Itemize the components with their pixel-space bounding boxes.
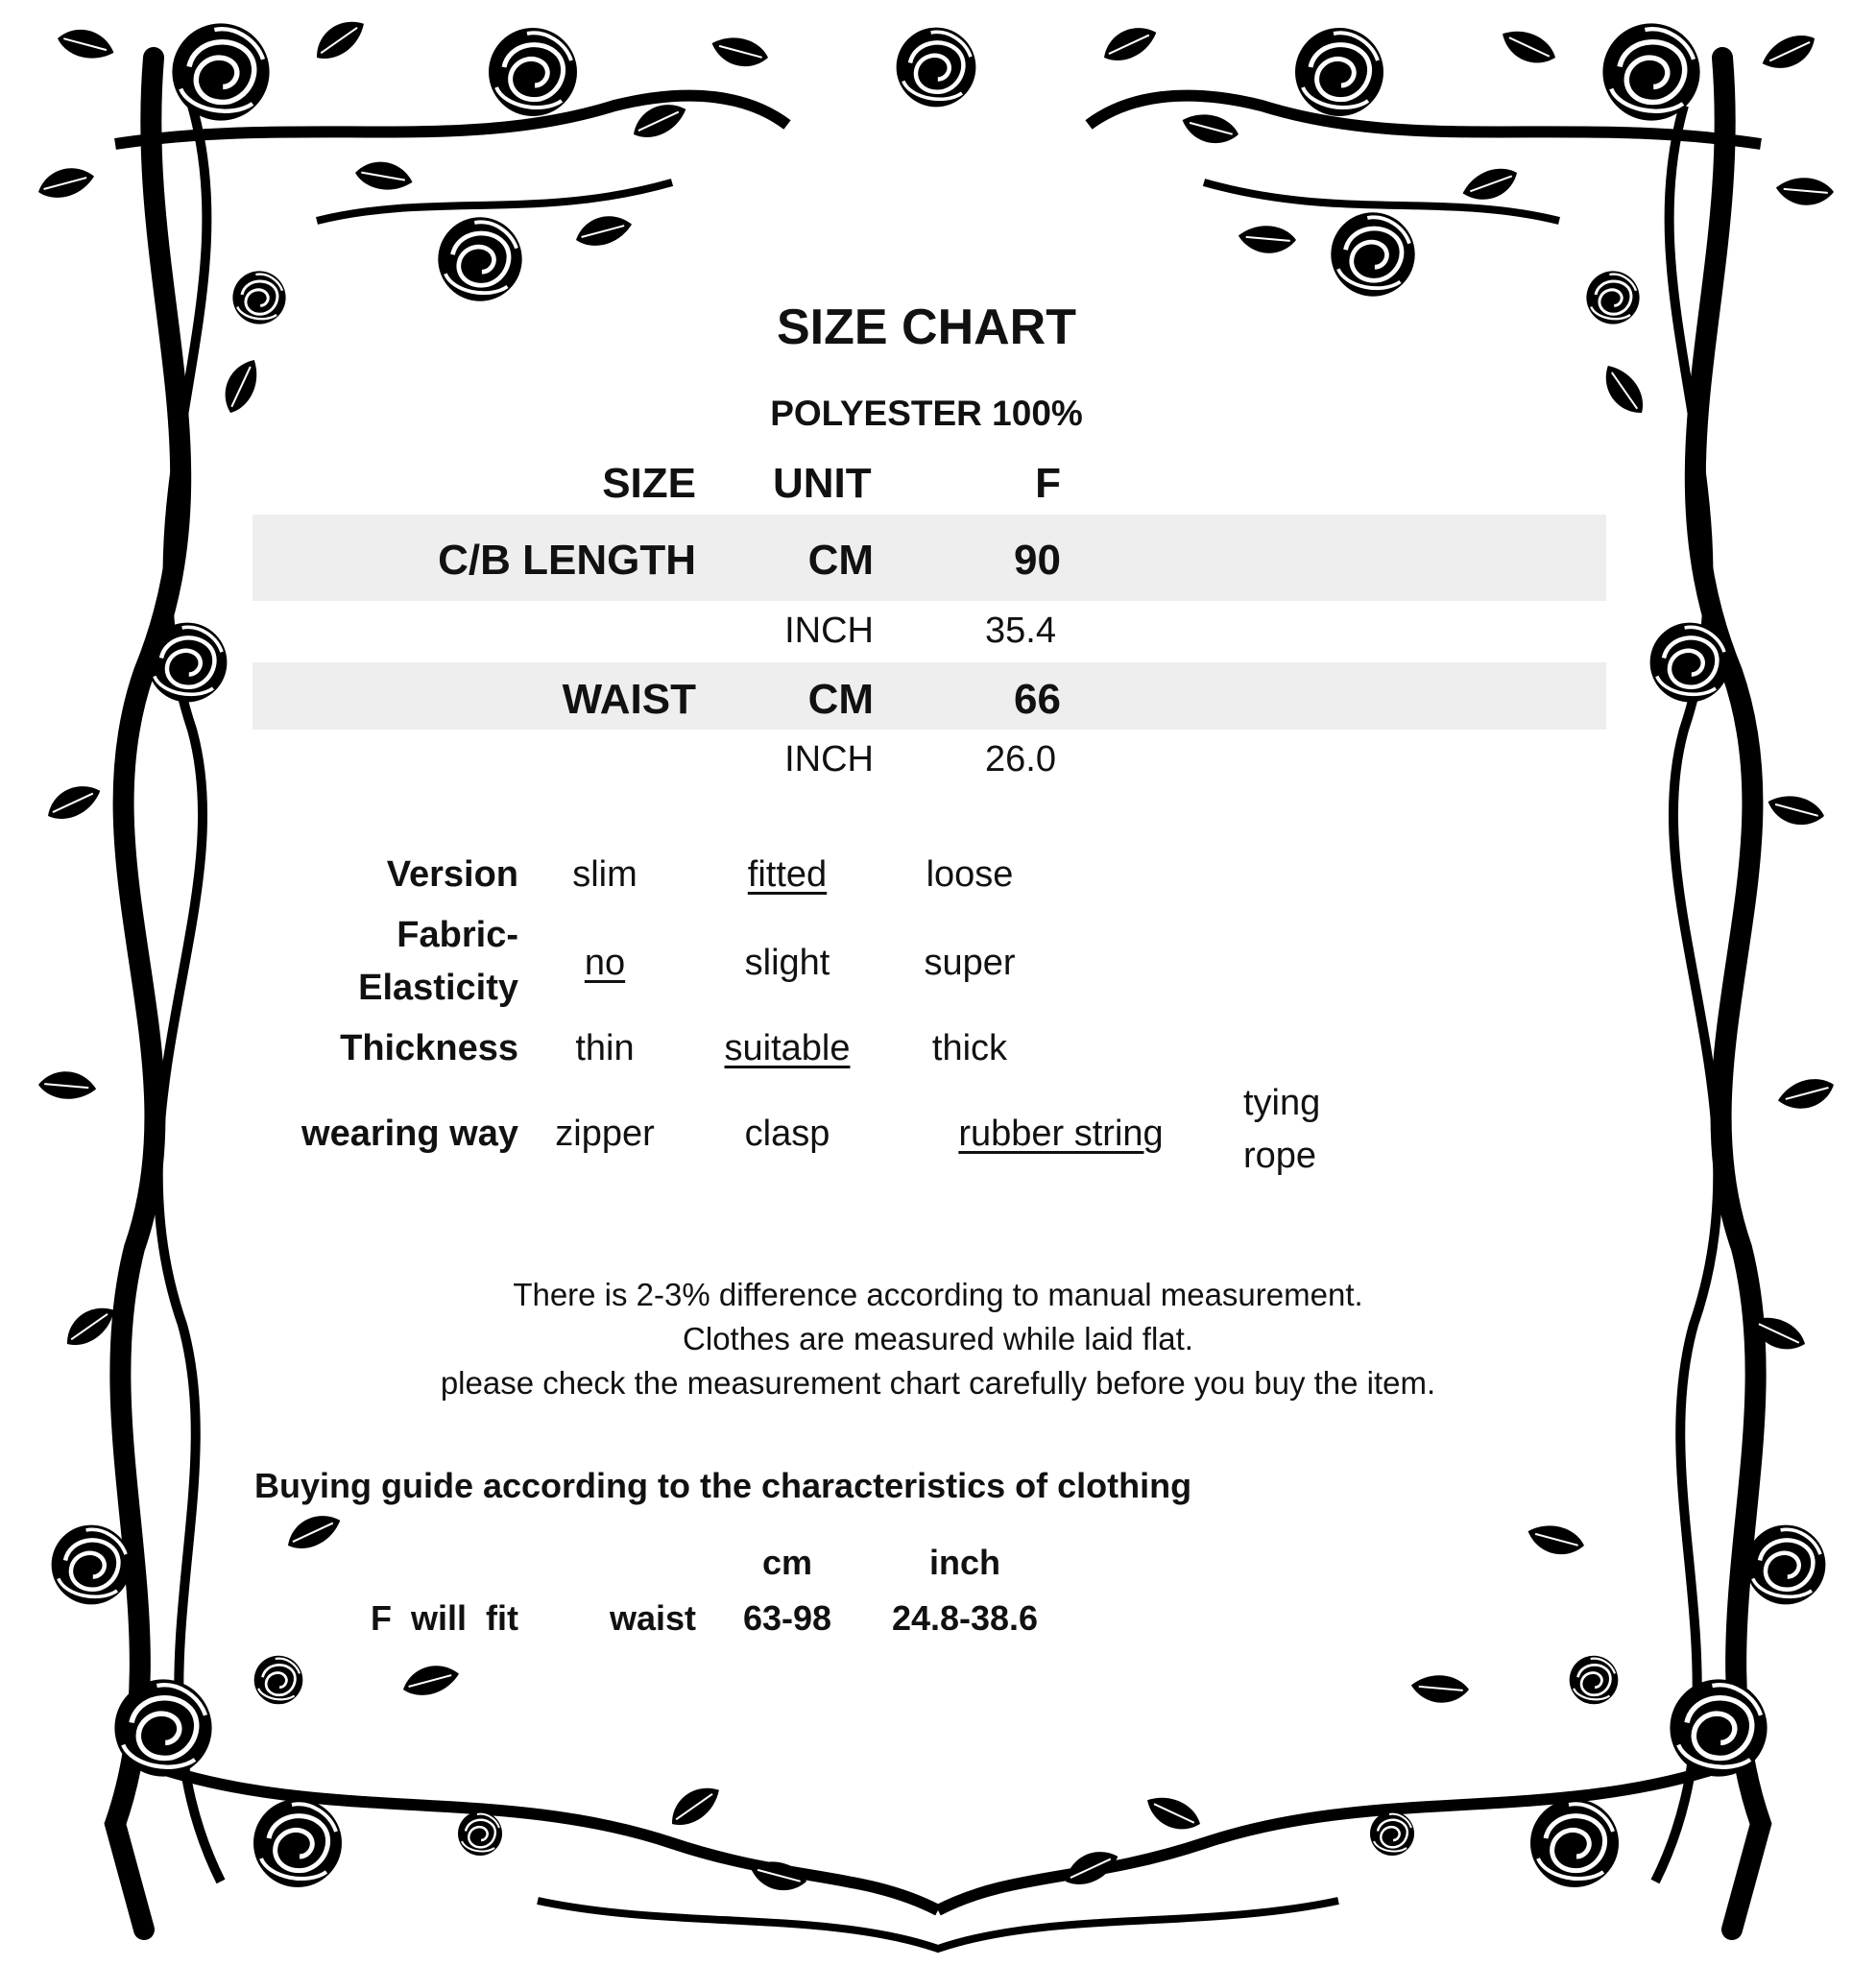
attr-label-elasticity-line2: Elasticity	[358, 968, 518, 1008]
row-unit-inch: INCH	[784, 739, 874, 779]
row-label-cb-length: C/B LENGTH	[438, 537, 696, 584]
option-super: super	[924, 943, 1016, 983]
option-no: no	[584, 943, 626, 983]
note-line: There is 2-3% difference according to manual measurement.	[513, 1277, 1363, 1312]
attr-label-wearing-way: wearing way	[301, 1114, 518, 1154]
note-line: please check the measurement chart carefully before you buy the item.	[440, 1365, 1436, 1401]
option-fitted: fitted	[747, 854, 828, 895]
note-line: Clothes are measured while laid flat.	[683, 1321, 1193, 1356]
attr-label-elasticity-line1: Fabric-	[397, 915, 518, 955]
option-loose: loose	[926, 854, 1014, 895]
header-unit: UNIT	[773, 460, 872, 507]
option-thin: thin	[575, 1028, 635, 1068]
option-slight: slight	[744, 943, 830, 983]
attr-label-thickness: Thickness	[340, 1028, 518, 1068]
option-rubber-string: rubber string	[958, 1114, 1164, 1154]
row-value: 26.0	[985, 739, 1056, 779]
row-value: 35.4	[985, 611, 1056, 651]
guide-inch-value: 24.8-38.6	[891, 1598, 1039, 1638]
row-value: 66	[1014, 676, 1061, 723]
material-label: POLYESTER 100%	[770, 394, 1083, 433]
guide-heading: Buying guide according to the characteristics of clothing	[254, 1466, 1192, 1505]
attr-label-version: Version	[386, 854, 518, 895]
row-value: 90	[1014, 537, 1061, 584]
row-unit-inch: INCH	[784, 611, 874, 651]
guide-col-cm: cm	[761, 1543, 813, 1582]
option-slim: slim	[572, 854, 637, 895]
guide-col-inch: inch	[928, 1543, 1000, 1582]
guide-cm-value: 63-98	[742, 1598, 832, 1638]
option-clasp: clasp	[744, 1114, 830, 1154]
guide-size: F will fit	[371, 1598, 518, 1638]
row-unit-cm: CM	[807, 676, 874, 723]
option-tying-rope-line2: rope	[1243, 1136, 1317, 1176]
row-unit-cm: CM	[807, 537, 874, 584]
page-title: SIZE CHART	[777, 300, 1076, 355]
option-zipper: zipper	[555, 1114, 655, 1154]
row-label-waist: WAIST	[562, 676, 696, 723]
header-size: SIZE	[602, 460, 696, 507]
option-thick: thick	[931, 1028, 1008, 1068]
guide-part: waist	[609, 1598, 696, 1638]
option-suitable: suitable	[724, 1028, 851, 1068]
header-f: F	[1035, 460, 1061, 507]
option-tying-rope-line1: tying	[1243, 1083, 1321, 1123]
